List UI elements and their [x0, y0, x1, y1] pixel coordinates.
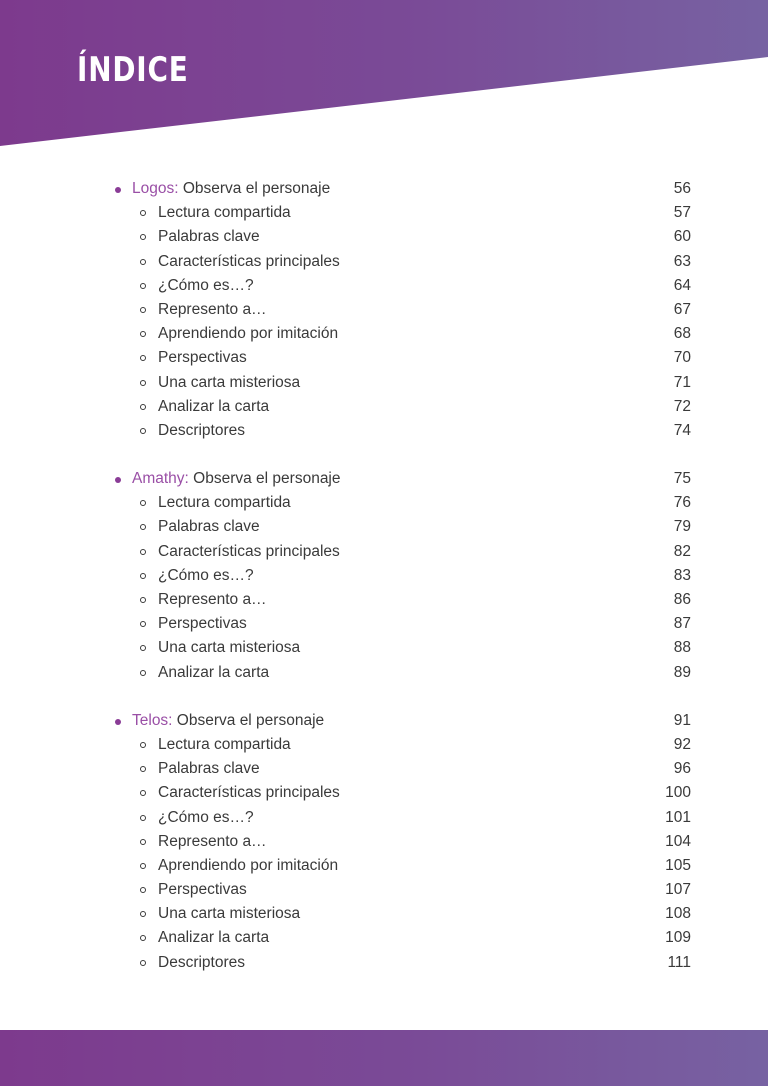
page-number: 104 [665, 832, 691, 850]
page-number: 89 [673, 663, 691, 681]
toc-item[interactable] [0, 854, 768, 878]
toc-item-label: Represento a… [158, 591, 267, 608]
section-name: Telos: [132, 711, 173, 729]
toc-section-logos [0, 177, 768, 443]
page-number: 82 [673, 542, 691, 560]
toc-item[interactable] [0, 564, 768, 588]
toc-section-telos [0, 709, 768, 975]
circle-bullet-icon [140, 960, 146, 966]
circle-bullet-icon [140, 500, 146, 506]
page-number: 87 [673, 615, 691, 633]
toc-item[interactable] [0, 491, 768, 515]
circle-bullet-icon [140, 259, 146, 265]
page-number: 100 [665, 784, 691, 802]
toc-item-label: Aprendiendo por imitación [158, 325, 339, 343]
page-number: 72 [673, 397, 691, 415]
toc-item[interactable] [0, 250, 768, 274]
toc-item-label: Descriptores [158, 953, 245, 971]
toc-section-heading[interactable] [0, 709, 768, 733]
toc-item-label: ¿Cómo es…? [158, 276, 254, 294]
page-number: 105 [665, 856, 691, 874]
page-number: 74 [673, 421, 691, 439]
section-heading-text: Observa el personaje [188, 470, 341, 488]
page-number: 101 [665, 808, 691, 826]
circle-bullet-icon [140, 621, 146, 627]
page-number: 71 [673, 373, 691, 391]
page-number: 64 [673, 276, 691, 294]
section-name: Logos: [132, 180, 179, 197]
toc-item-label: Palabras clave [158, 518, 260, 536]
toc-item[interactable] [0, 540, 768, 564]
toc-item[interactable] [0, 661, 768, 685]
circle-bullet-icon [140, 815, 146, 821]
toc-section-amathy [0, 467, 768, 685]
circle-bullet-icon [140, 283, 146, 289]
page-number: 83 [673, 566, 691, 584]
toc-item-label: Represento a… [158, 300, 267, 318]
toc-item-label: Descriptores [158, 421, 245, 439]
toc-item-label: Perspectivas [158, 615, 247, 633]
page-number: 60 [673, 228, 691, 246]
circle-bullet-icon [140, 766, 146, 772]
circle-bullet-icon [140, 404, 146, 410]
toc-item-label: ¿Cómo es…? [158, 808, 254, 826]
toc-item[interactable] [0, 274, 768, 298]
toc-section-heading[interactable] [0, 467, 768, 491]
circle-bullet-icon [140, 234, 146, 240]
toc-item-label: Una carta misteriosa [158, 373, 301, 391]
page-number: 91 [673, 711, 691, 729]
toc-item[interactable] [0, 636, 768, 660]
toc-item[interactable] [0, 395, 768, 419]
toc-item-label: Represento a… [158, 832, 267, 850]
toc-item-label: Aprendiendo por imitación [158, 856, 339, 874]
toc-item[interactable] [0, 878, 768, 902]
toc-item[interactable] [0, 902, 768, 926]
page-number: 111 [667, 953, 691, 971]
circle-bullet-icon [140, 742, 146, 748]
toc-item[interactable] [0, 612, 768, 636]
circle-bullet-icon [140, 911, 146, 917]
table-of-contents [0, 177, 768, 999]
toc-item[interactable] [0, 757, 768, 781]
toc-item[interactable] [0, 830, 768, 854]
circle-bullet-icon [140, 331, 146, 337]
page-number: 109 [665, 929, 691, 947]
circle-bullet-icon [140, 863, 146, 869]
toc-item[interactable] [0, 346, 768, 370]
toc-item[interactable] [0, 951, 768, 975]
circle-bullet-icon [140, 428, 146, 434]
toc-item-label: Perspectivas [158, 349, 247, 367]
toc-item[interactable] [0, 733, 768, 757]
bullet-icon [115, 477, 121, 483]
toc-item-label: Palabras clave [158, 228, 260, 246]
circle-bullet-icon [140, 210, 146, 216]
circle-bullet-icon [140, 597, 146, 603]
page-number: 57 [673, 204, 691, 222]
page-number: 88 [673, 639, 691, 657]
toc-item[interactable] [0, 588, 768, 612]
toc-item-label: Lectura compartida [158, 494, 291, 512]
page-number: 108 [665, 905, 691, 923]
toc-item[interactable] [0, 298, 768, 322]
page-number: 67 [673, 300, 691, 318]
toc-item-label: Una carta misteriosa [158, 905, 301, 923]
toc-item[interactable] [0, 419, 768, 443]
toc-item-label: Palabras clave [158, 760, 260, 778]
page-number: 68 [673, 325, 691, 343]
toc-item-label: Analizar la carta [158, 929, 270, 947]
toc-section-heading[interactable] [0, 177, 768, 201]
page-number: 96 [673, 760, 691, 778]
page-number: 75 [673, 470, 691, 488]
circle-bullet-icon [140, 790, 146, 796]
page-title: ÍNDICE [77, 50, 189, 90]
section-name: Amathy: [132, 470, 189, 488]
page-number: 79 [673, 518, 691, 536]
toc-item-label: ¿Cómo es…? [158, 566, 254, 584]
page-number: 92 [673, 735, 691, 753]
toc-item-label: Analizar la carta [158, 397, 270, 415]
page-number: 76 [673, 494, 691, 512]
toc-item-label: Características principales [158, 784, 340, 802]
toc-item-label: Perspectivas [158, 881, 247, 899]
circle-bullet-icon [140, 670, 146, 676]
page-number: 63 [673, 252, 691, 270]
toc-item-label: Lectura compartida [158, 735, 291, 753]
bullet-icon [115, 719, 121, 725]
circle-bullet-icon [140, 573, 146, 579]
circle-bullet-icon [140, 935, 146, 941]
toc-item[interactable] [0, 225, 768, 249]
footer-band [0, 1030, 768, 1086]
toc-item[interactable] [0, 926, 768, 950]
circle-bullet-icon [140, 524, 146, 530]
bullet-icon [115, 187, 121, 193]
toc-item-label: Lectura compartida [158, 204, 291, 222]
circle-bullet-icon [140, 355, 146, 361]
circle-bullet-icon [140, 839, 146, 845]
toc-item[interactable] [0, 515, 768, 539]
toc-item[interactable] [0, 371, 768, 395]
circle-bullet-icon [140, 887, 146, 893]
page-number: 56 [673, 180, 691, 197]
section-heading-text: Observa el personaje [172, 711, 325, 729]
page-number: 86 [673, 591, 691, 608]
circle-bullet-icon [140, 549, 146, 555]
toc-item[interactable] [0, 201, 768, 225]
toc-item-label: Características principales [158, 252, 340, 270]
toc-item-label: Una carta misteriosa [158, 639, 301, 657]
section-heading-text: Observa el personaje [178, 180, 331, 197]
circle-bullet-icon [140, 645, 146, 651]
circle-bullet-icon [140, 380, 146, 386]
toc-item[interactable] [0, 781, 768, 805]
toc-item[interactable] [0, 806, 768, 830]
circle-bullet-icon [140, 307, 146, 313]
toc-item-label: Características principales [158, 542, 340, 560]
page-number: 70 [673, 349, 691, 367]
toc-item-label: Analizar la carta [158, 663, 270, 681]
page-number: 107 [665, 881, 691, 899]
toc-item[interactable] [0, 322, 768, 346]
